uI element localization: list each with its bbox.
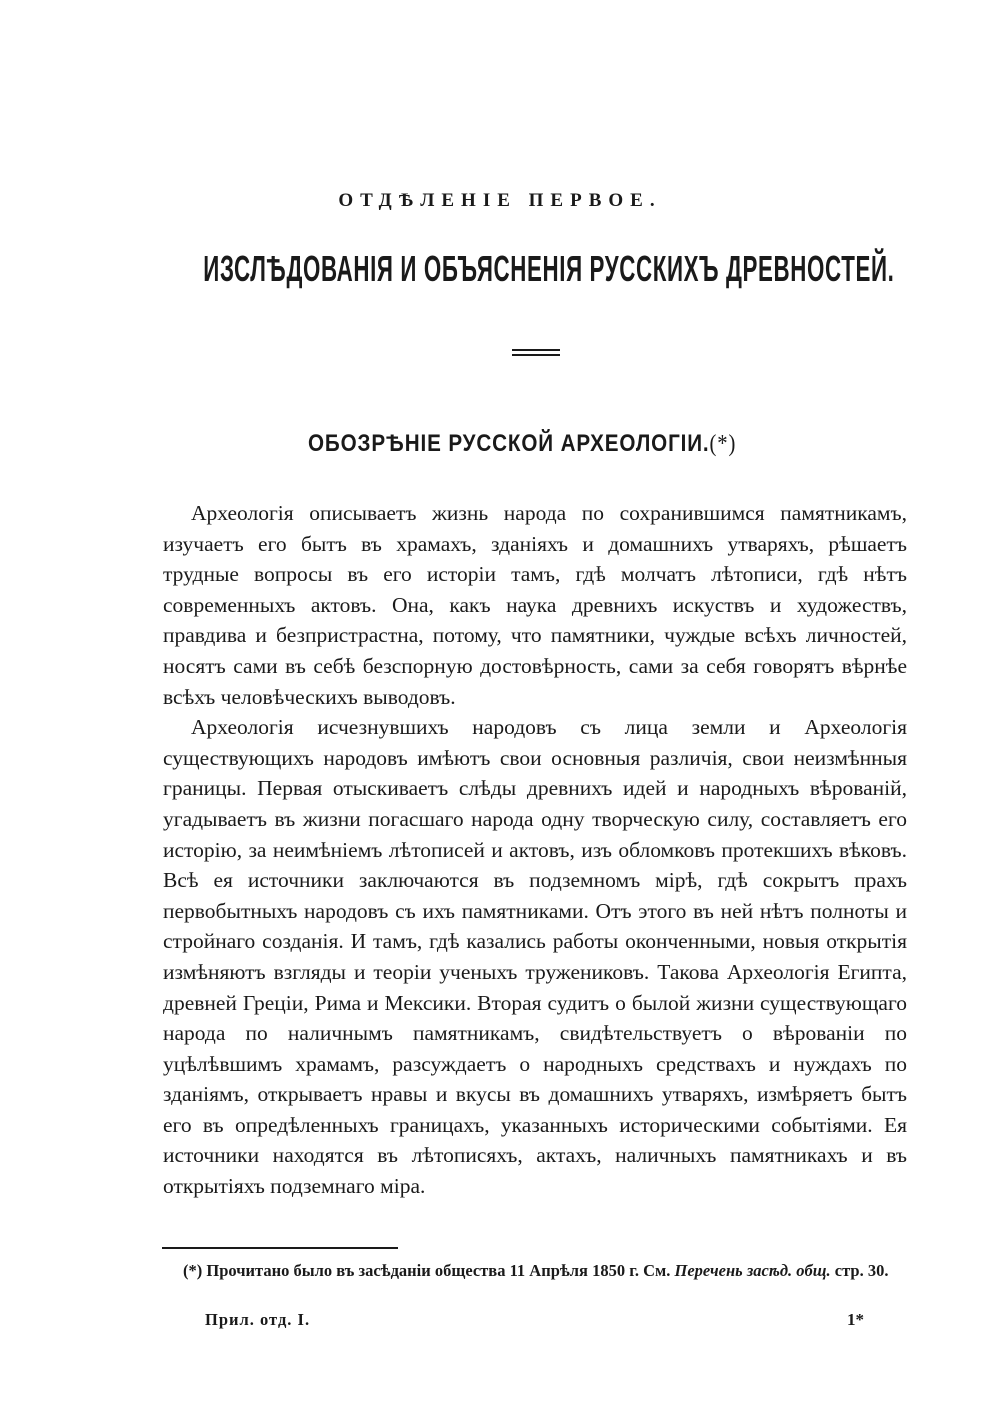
article-title — [308, 430, 736, 458]
footnote — [163, 1258, 923, 1284]
paragraph: Археологія исчезнувшихъ народовъ съ лица земли и Археологія существующихъ народовъ имѣютъ свои основныя различія, свои неизмѣнныя границы. Первая отыскиваетъ слѣды древнихъ идей и народныхъ вѣрованій, угадываетъ въ жизни погасшаго народа одну творческую силу, составляетъ его исторію, за неимѣніемъ лѣтописей и актовъ, изъ обломковъ протекшихъ вѣковъ. Всѣ ея источники заключаются въ подземномъ мірѣ, гдѣ сокрытъ прахъ первобытныхъ народовъ съ ихъ памятниками. Отъ этого въ ней нѣтъ полноты и стройнаго созданія. И тамъ, гдѣ казались работы оконченными, новыя открытія измѣняютъ взгляды и теоріи ученыхъ тружениковъ. Такова Археологія Египта, древней Греціи, Рима и Мексики. Вторая судитъ о былой жизни существующаго народа по наличнымъ памятникамъ, свидѣтельствуетъ о вѣрованіи по уцѣлѣвшимъ храмамъ, разсуждаетъ о народныхъ средствахъ и нуждахъ по зданіямъ, открываетъ нравы и вкусы въ домашнихъ утваряхъ, измѣряетъ бытъ его въ опредѣленныхъ границахъ, указанныхъ историческими событіями. Ея источники находятся въ лѣтописяхъ, актахъ, наличныхъ памятникахъ и въ открытіяхъ подземнаго міра. — [163, 715, 907, 1199]
paragraph: Археологія описываетъ жизнь народа по сохранившимся памятникамъ, изучаетъ его бытъ въ храмахъ, зданіяхъ и домашнихъ утваряхъ, рѣшаетъ трудные вопросы въ его исторіи тамъ, гдѣ молчатъ лѣтописи, гдѣ нѣтъ современныхъ актовъ. Она, какъ наука древнихъ искуствъ и художествъ, правдива и безпристрастна, потому, что памятники, чуждые всѣхъ личностей, носятъ сами въ себѣ безспорную достовѣрность, сами за себя говорятъ вѣрнѣе всѣхъ человѣческихъ выводовъ. — [163, 501, 907, 709]
footnote-tail: стр. 30. — [834, 1261, 889, 1280]
footnote-reference-mark: (*) — [709, 431, 737, 457]
article-body — [163, 498, 907, 1202]
footnote-italic-reference: Перечень засѣд. общ. — [674, 1261, 831, 1280]
printer-signature: Прил. отд. I. — [205, 1310, 311, 1329]
main-title: ИЗСЛѢДОВАНІЯ И ОБЪЯСНЕНІЯ РУССКИХЪ ДРЕВНОСТЕЙ. — [203, 248, 895, 289]
double-rule-divider — [512, 349, 560, 356]
article-title-text: ОБОЗРѢНІЕ РУССКОЙ АРХЕОЛОГІИ. — [308, 430, 710, 457]
footnote-divider — [162, 1247, 398, 1249]
page-number: 1* — [847, 1310, 864, 1329]
footnote-text: Прочитано было въ засѣданіи общества 11 Апрѣля 1850 г. См. — [206, 1261, 671, 1280]
footnote-mark: (*) — [183, 1261, 203, 1280]
section-label: ОТДѢЛЕНІЕ ПЕРВОЕ. — [338, 190, 662, 211]
